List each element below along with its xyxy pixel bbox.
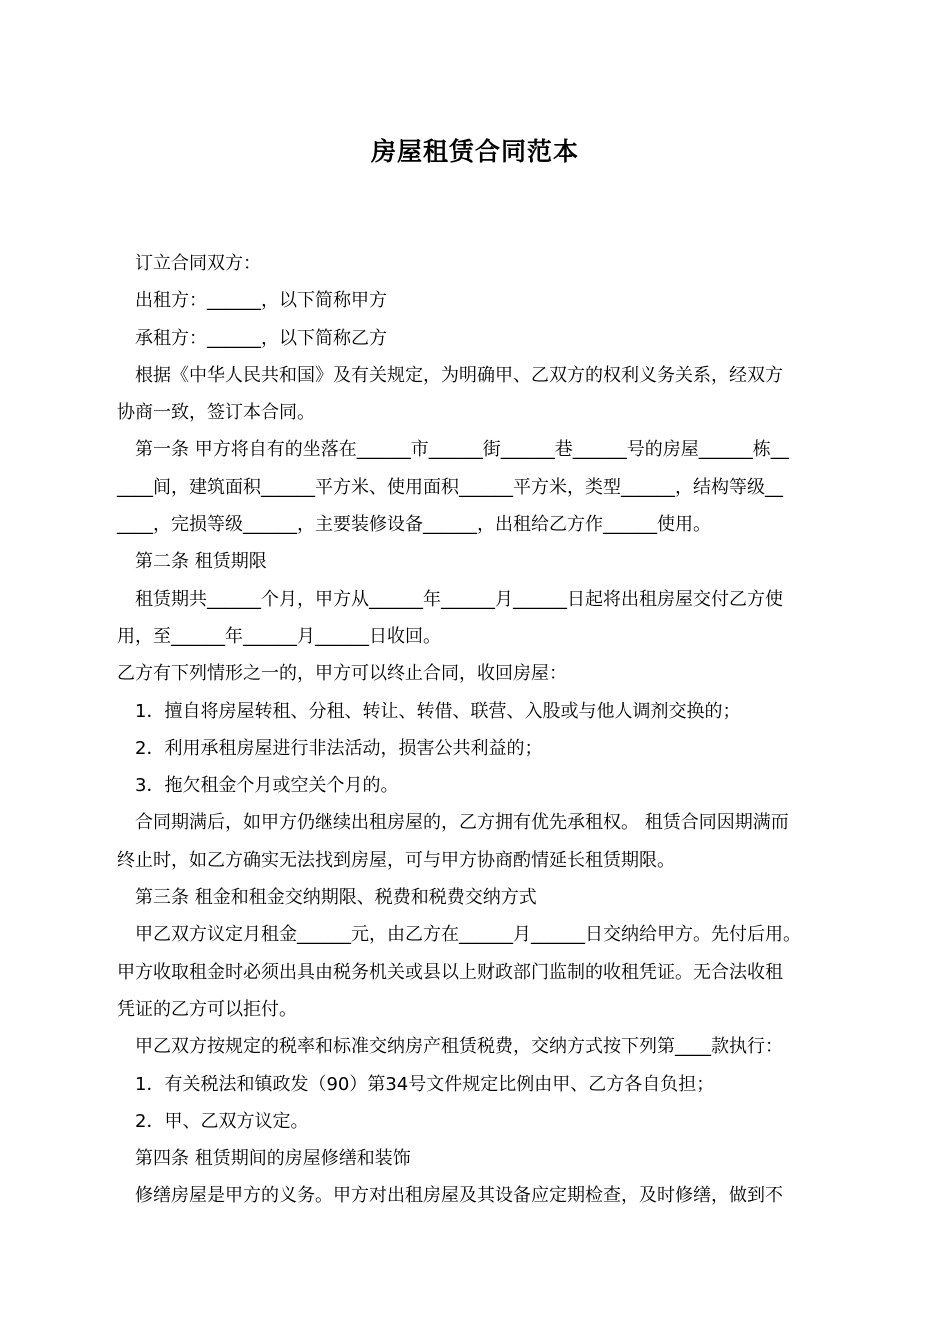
text-line: 甲乙双方按规定的税率和标准交纳房产租赁税费，交纳方式按下列第____款执行：	[135, 1036, 783, 1058]
text-line: 甲乙双方议定月租金______元，由乙方在______月______日交纳给甲方。先付后用。	[135, 924, 801, 946]
document-body	[117, 245, 837, 1215]
text-line: ____间，建筑面积______平方米、使用面积______平方米，类型______，结构等级__	[117, 476, 783, 498]
text-line: 第三条 租金和租金交纳期限、税费和税费交纳方式	[135, 887, 537, 909]
text-line: 租赁期共______个月，甲方从______年______月______日起将出租房屋交付乙方使	[135, 588, 783, 610]
text-line: 2．甲、乙双方议定。	[135, 1110, 309, 1132]
text-line: 订立合同双方：	[135, 253, 261, 274]
document-title: 房屋租赁合同范本	[370, 137, 579, 166]
text-line: 2．利用承租房屋进行非法活动，损害公共利益的；	[135, 737, 543, 759]
text-line: 终止时，如乙方确实无法找到房屋，可与甲方协商酌情延长租赁期限。	[117, 849, 675, 871]
text-line: 协商一致，签订本合同。	[117, 402, 315, 424]
text-line: 用，至______年______月______日收回。	[117, 625, 441, 647]
text-line: 第二条 租赁期限	[135, 551, 267, 573]
text-line: 合同期满后，如甲方仍继续出租房屋的，乙方拥有优先承租权。 租赁合同因期满而	[135, 812, 789, 834]
text-line: 1．有关税法和镇政发（90）第34号文件规定比例由甲、乙方各自负担；	[135, 1073, 715, 1095]
text-line: 乙方有下列情形之一的，甲方可以终止合同，收回房屋：	[117, 663, 567, 685]
text-line: 根据《中华人民共和国》及有关规定，为明确甲、乙双方的权利义务关系，经双方	[135, 364, 783, 386]
text-line: 凭证的乙方可以拒付。	[117, 998, 297, 1020]
text-line: 承租方：______，以下简称乙方	[135, 327, 387, 349]
text-line: 第一条 甲方将自有的坐落在______市______街______巷______号的房屋______栋__	[135, 439, 789, 461]
text-line: 1．擅自将房屋转租、分租、转让、转借、联营、入股或与他人调剂交换的；	[135, 700, 741, 722]
text-line: 3．拖欠租金个月或空关个月的。	[135, 775, 399, 797]
text-line: 出租方：______，以下简称甲方	[135, 290, 387, 312]
text-line: ____，完损等级______，主要装修设备______，出租给乙方作______使用。	[117, 514, 711, 536]
text-line: 修缮房屋是甲方的义务。甲方对出租房屋及其设备应定期检查，及时修缮，做到不	[135, 1185, 783, 1207]
text-line: 第四条 租赁期间的房屋修缮和装饰	[135, 1148, 411, 1170]
text-line: 甲方收取租金时必须出具由税务机关或县以上财政部门监制的收租凭证。无合法收租	[117, 961, 783, 983]
